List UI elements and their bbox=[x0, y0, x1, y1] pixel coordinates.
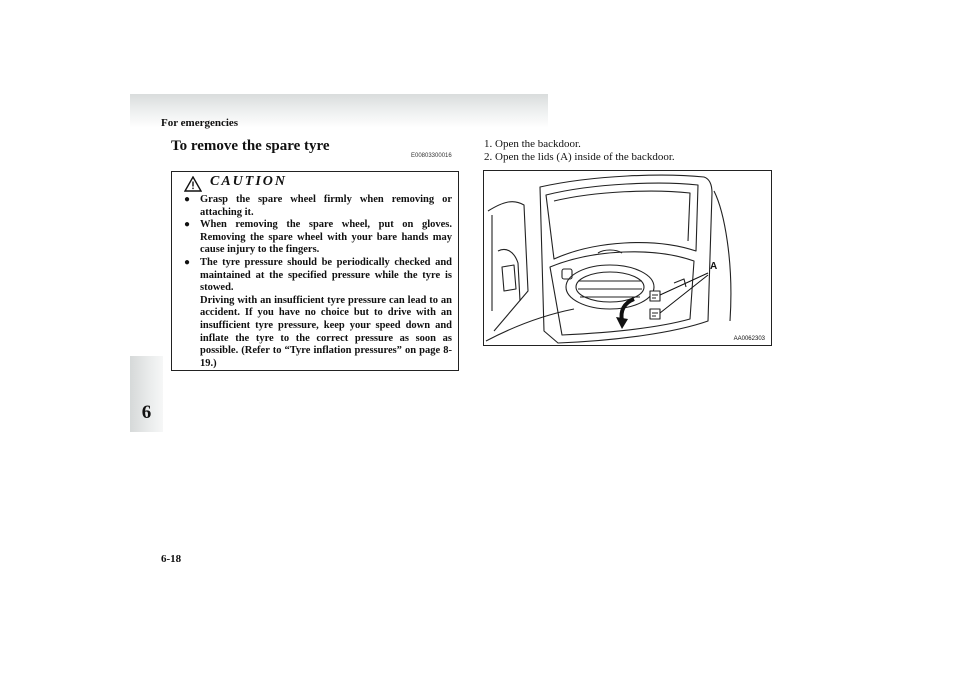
caution-item-text: When removing the spare wheel, put on gloves. Removing the spare wheel with your bare hands may cause injury to the fingers. bbox=[200, 219, 452, 256]
caution-header bbox=[172, 172, 458, 194]
caution-item bbox=[172, 194, 460, 219]
caution-item-text: The tyre pressure should be periodically checked and maintained at the specified pressure while the tyre is stowed. bbox=[200, 256, 452, 294]
bullet-icon: ● bbox=[184, 219, 191, 231]
figure-code: AA0062303 bbox=[733, 336, 765, 342]
page-header-title: For emergencies bbox=[161, 117, 239, 129]
section-code: E00803300016 bbox=[411, 153, 452, 159]
caution-item bbox=[172, 219, 460, 257]
step-2: 2. Open the lids (A) inside of the backdoor. bbox=[484, 150, 675, 163]
steps-list bbox=[484, 138, 675, 163]
caution-item bbox=[172, 257, 460, 370]
caution-box bbox=[171, 171, 459, 371]
chapter-number: 6 bbox=[141, 402, 152, 423]
caution-list bbox=[172, 194, 460, 370]
bullet-icon: ● bbox=[184, 256, 191, 268]
caution-item-text: Grasp the spare wheel firmly when removing or attaching it. bbox=[200, 194, 452, 218]
warning-triangle-icon bbox=[184, 176, 202, 192]
page-number: 6-18 bbox=[161, 553, 182, 565]
backdoor-figure bbox=[483, 170, 772, 346]
step-1: 1. Open the backdoor. bbox=[484, 138, 581, 150]
callout-label-a: A bbox=[710, 261, 718, 272]
chapter-tab bbox=[130, 356, 163, 432]
caution-item-note: Driving with an insufficient tyre pressure can lead to an accident. If you have no choice but to drive with an insufficient tyre pressure, keep your speed down and inflate the tyre to the correct pressure as soon as possible. (Refer to “Tyre inflation pressures” on page 8-19.) bbox=[200, 294, 452, 369]
backdoor-illustration bbox=[484, 171, 772, 346]
section-title: To remove the spare tyre bbox=[171, 138, 330, 154]
caution-label: CAUTION bbox=[210, 174, 288, 189]
bullet-icon: ● bbox=[184, 194, 191, 205]
